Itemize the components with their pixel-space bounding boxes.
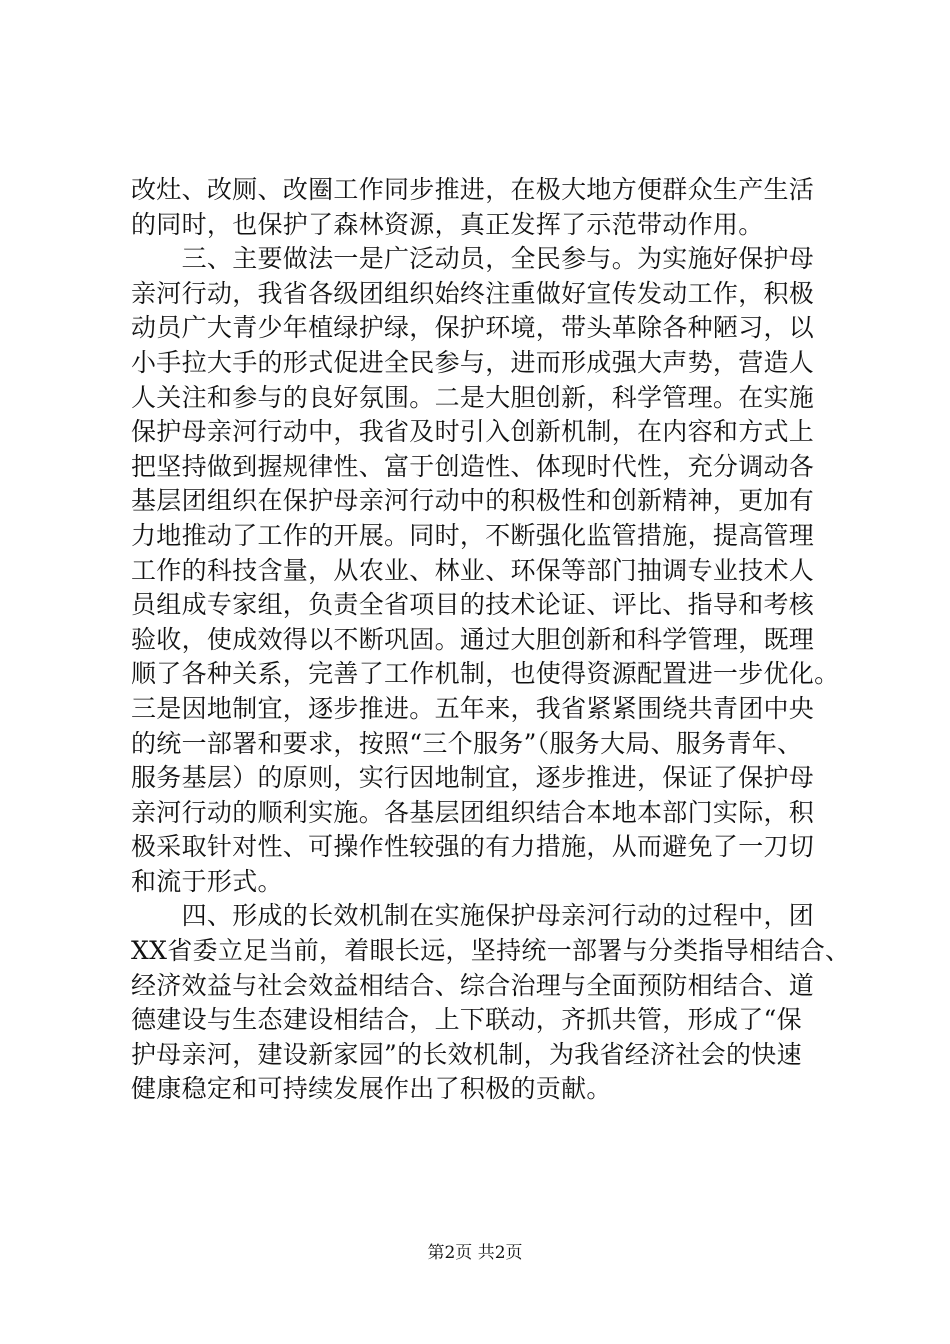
text-line: 三、主要做法一是广泛动员，全民参与。为实施好保护母 (131, 244, 815, 274)
text-line: 基层团组织在保护母亲河行动中的积极性和创新精神，更加有 (131, 486, 815, 516)
text-line: 动员广大青少年植绿护绿，保护环境，带头革除各种陋习，以 (131, 313, 815, 343)
text-line: 保护母亲河行动中，我省及时引入创新机制，在内容和方式上 (131, 417, 815, 447)
page-footer (0, 1242, 950, 1264)
text-line: 经济效益与社会效益相结合、综合治理与全面预防相结合、道 (131, 970, 815, 1000)
text-line: 顺了各种关系，完善了工作机制，也使得资源配置进一步优化。 (131, 659, 840, 689)
text-line: 力地推动了工作的开展。同时，不断强化监管措施，提高管理 (131, 520, 815, 550)
document-body (131, 173, 851, 1107)
text-line: 亲河行动，我省各级团组织始终注重做好宣传发动工作，积极 (131, 278, 815, 308)
text-line: 改灶、改厕、改圈工作同步推进，在极大地方便群众生产生活 (131, 175, 815, 204)
text-line: 三是因地制宜，逐步推进。五年来，我省紧紧围绕共青团中央 (131, 693, 815, 723)
page-number-label: 第2页 共2页 (427, 1243, 523, 1263)
text-line: 健康稳定和可持续发展作出了积极的贡献。 (131, 1074, 612, 1104)
text-line: 四、形成的长效机制在实施保护母亲河行动的过程中，团 (131, 901, 815, 931)
text-line: 验收，使成效得以不断巩固。通过大胆创新和科学管理，既理 (131, 624, 815, 654)
text-line: 工作的科技含量，从农业、林业、环保等部门抽调专业技术人 (131, 555, 815, 585)
text-line: 亲河行动的顺利实施。各基层团组织结合本地本部门实际，积 (131, 797, 815, 827)
text-line: 员组成专家组，负责全省项目的技术论证、评比、指导和考核 (131, 590, 815, 620)
text-line: 的统一部署和要求，按照“三个服务”（服务大局、服务青年、 (131, 728, 803, 758)
text-line: 小手拉大手的形式促进全民参与，进而形成强大声势，营造人 (131, 347, 815, 377)
text-line: 极采取针对性、可操作性较强的有力措施，从而避免了一刀切 (131, 832, 815, 862)
text-line: XX省委立足当前，着眼长远，坚持统一部署与分类指导相结合、 (131, 936, 851, 966)
text-line: 把坚持做到握规律性、富于创造性、体现时代性，充分调动各 (131, 451, 815, 481)
text-line: 护母亲河，建设新家园”的长效机制，为我省经济社会的快速 (131, 1039, 802, 1069)
text-line: 和流于形式。 (131, 866, 283, 896)
text-line: 服务基层）的原则，实行因地制宜，逐步推进，保证了保护母 (131, 763, 815, 793)
text-line: 人关注和参与的良好氛围。二是大胆创新，科学管理。在实施 (131, 382, 815, 412)
text-line: 德建设与生态建设相结合，上下联动，齐抓共管，形成了“保 (131, 1005, 802, 1035)
text-line: 的同时，也保护了森林资源，真正发挥了示范带动作用。 (131, 209, 764, 239)
